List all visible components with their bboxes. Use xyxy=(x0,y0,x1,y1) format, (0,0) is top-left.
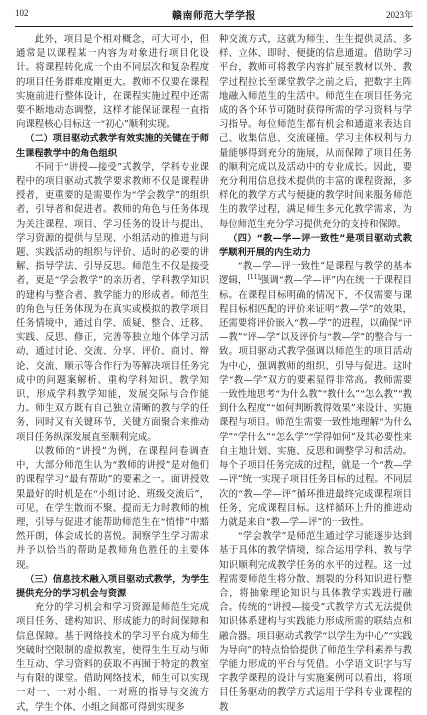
publication-year: 2023年 xyxy=(385,10,413,20)
citation-marker: [11] xyxy=(247,274,260,282)
section-heading: （二）项目驱动式教学有效实施的关键在于师生课程教学中的角色组织 xyxy=(16,133,209,159)
paragraph: 不同于“讲授—接受”式教学，学科专业课程中的项目驱动式教学要求教师不仅是课程讲授者，更重要的是需要作为“学会教学”的组织者，引导者和促进者。教师的角色与任务体现为关注课程、项目、学习任务的设计与提出、学习资源的提供与呈现、小组活动的推进与问题、实践活动的组织与评价、适时的必要的讲解、指导学法、引导反思。师范生不仅是接受者，更是“学会教学”的亲历者、学科教学知识的建构与整合者、教学能力的形成者。师范生的角色与任务体现为在真实或模拟的教学项目任务情境中，通过自学、质疑、整合、迁移、实践、反思、修正，完善等独立地个体学习活动，通过讨论、交流、分享、评价、商讨、辩论、交流、顺示等合作行为等解决项目任务完成中的问题案解析、重构学科知识、教学知识，形成学科教学知能，发展交际与合作能力。师生双方既有自己独立清晰的教与学的任务，同时又有关键环节，关键方面聚合来推动项目任务纵深发展直至顺利完成。 xyxy=(16,161,209,443)
page-number: 102 xyxy=(15,8,29,18)
left-column xyxy=(16,33,209,713)
journal-title: 赣南师范大学学报 xyxy=(172,11,256,22)
paragraph: 充分的学习机会和学习资源是师范生完成项目任务、建构知识、形成能力的时间保障和信息保障。基于网络技术的学习平台成为师生突破时空限制的虚拟教室，使得生生互动与师生互动、学习资料的获取不再囿于特定的教室与有限的课堂。借助网络技术，师生可以实现一对一、一对小组、一对班的指导与交流方式，学生个体、小组之间都可得到实现多 xyxy=(16,602,209,713)
paragraph: 种交流方式，这就为师生、生生提供灵活、多样、立体、即时、便捷的信息通道。借助学习平台，教师可将教学内容扩展至教材以外、教学过程拉长至课堂教学之前之后，把数字主阵地融入师范生的生活中。师范生在项目任务完成的各个环节可随时获得所需的学习资料与学习指导。每位师范生都有机会和通道来表达自己、收集信息、交流碰撞。学习主体权利与力量能够得到充分的施展，从而保障了项目任务的顺利完成以及活动中的专业成长。因此，要充分利用信息技术提供的丰富的课程资源，多样化的教学方式与便捷的教学时间来服务师范生的教学过程，满足师生多元化教学需求，为每位师范生充分学习提供充分的支持和保障。 xyxy=(219,34,412,230)
paragraph: “学会教学”是师范生通过学习能逐步达到基于具体的教学情境，综合运用学科、教与学知识顺利完成教学任务的水平的过程。这一过程需要师范生将分散、割裂的分科知识进行整合，将抽象理论知识与具体教学实践进行融合。传统的“讲授—接受”式教学方式无法提供知识体系建构与实践能力形成所需的联结点和融合器。项目驱动式教学“以学生为中心”“实践为导向”的特点恰恰提供了师范生学科素养与教学能力形成的平台与凭借。小学语文识字与写字教学课程的设计与实施案例可以看出，将项目任务驱动的教学方式运用于学科专业课程的教 xyxy=(219,531,412,713)
paragraph-text: “教—学—评一致性”是课程与教学的基本逻辑， xyxy=(219,261,412,287)
paragraph xyxy=(219,260,412,530)
paragraph: 此外，项目是个相对概念，可大可小，但通常是以课程某一内容为对象进行项目化设计。将课程转化成一个由不同层次和复杂程度的项目任务群难度剛更大。教师不仅要在课程实施前进行整体设计，在课程实施过程中还需要不断地动态调整，这样才能保证课程一直指向课程核心目标这一“初心”顺利实现。 xyxy=(16,34,209,131)
section-heading: （四）“教—学—评一致性”是项目驱动式教学顺利开展的内生动力 xyxy=(219,232,412,259)
right-column xyxy=(219,33,412,713)
running-header xyxy=(15,4,413,27)
paragraph-text: 强调“教—学—评”内在统一于课程目标。在课程目标明确的情况下，不仅需要与课程目标相匹配的评价来证明“教—学”的效果，还需要将评价嵌入“教—学”的进程，以确保“评—教”“评—学”以及评价与“教—学”的整合与一致。项目驱动式教学强调以师范生的项目活动为中心，强调教师的组织、引导与促进。这时学“教—学”双方的要素显得非常高。教师需要一致性地思考“为什么教”“教什么”“怎么教”“教到什么程度”“如何判断教得效果”来设计、实施课程与项目。师范生需要一致性地理解“为什么学”“学什么”“怎么学”“学得如何”及其必要性来自主地计划、实施、反思和调整学习和活动。每个子项目任务完成的过程，就是一个“教—学—评”统一实现子项目任务目标的过程。不同层次的“教—学—评”循环推进最终完成课程项目任务，完成课程目标。这样循环上升的推进动力就是来自“教—学—评”的一致性。 xyxy=(219,275,412,528)
section-heading: （三）信息技术融入项目驱动式教学，为学生提供充分的学习机会与资源 xyxy=(16,573,209,599)
paragraph: 以教师的“讲授”为例，在课程问卷调查中，大部分师范生认为“教师的讲授”是对他们的课程学习“最有帮助”的要素之一。面讲授效果最好的时机是在“小组讨论、班级交流后”，可见，在学生散而不聚、提而无力时教师的梳理，引导与促进才能帮助师范生在“悄悱”中豁然开朗，体会成长的喜悦。洞察学生学习需求并予以恰当的帮助是教师角色胜任的主要体现。 xyxy=(16,445,209,571)
